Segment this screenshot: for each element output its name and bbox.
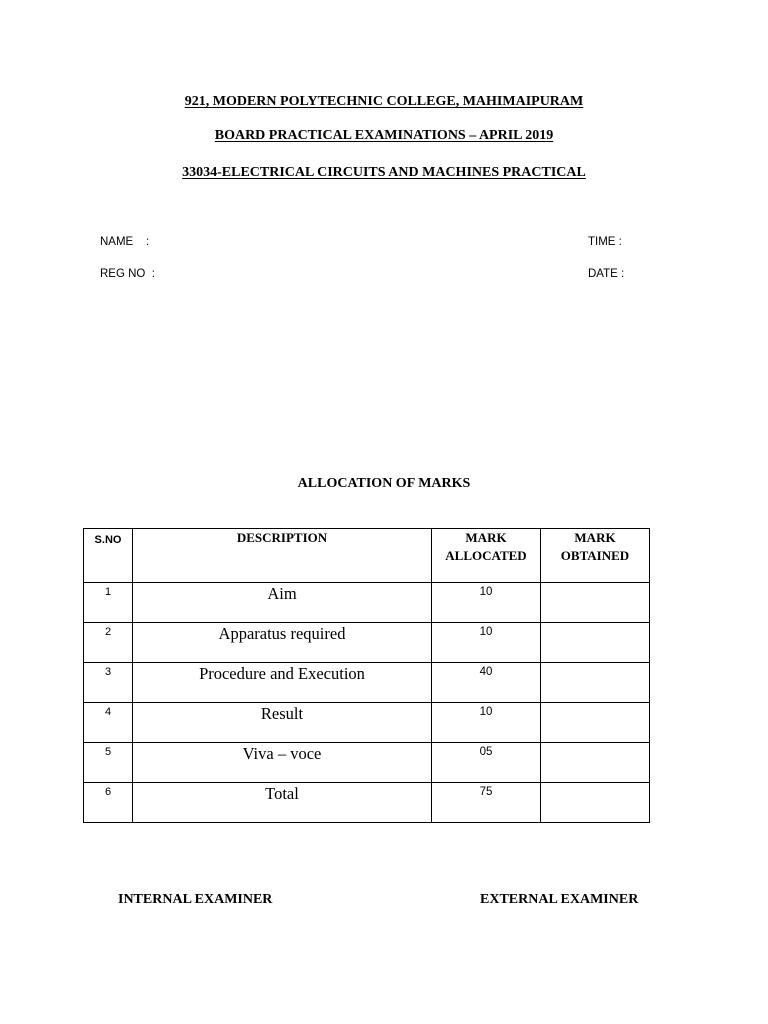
row-sno: 1 (84, 583, 133, 623)
exam-heading: BOARD PRACTICAL EXAMINATIONS – APRIL 2019 (214, 128, 554, 143)
internal-examiner-label: INTERNAL EXAMINER (118, 892, 273, 907)
date-label: DATE : (588, 268, 625, 280)
row-mark-allocated: 10 (432, 703, 541, 743)
row-mark-allocated: 05 (432, 743, 541, 783)
table-row (84, 743, 650, 783)
table-row (84, 703, 650, 743)
table-row (84, 583, 650, 623)
table-row (84, 783, 650, 823)
row-description: Result (133, 703, 432, 743)
header-obtained-line2: OBTAINED (560, 548, 630, 563)
college-heading: 921, MODERN POLYTECHNIC COLLEGE, MAHIMAIPURAM (184, 94, 584, 109)
row-description: Procedure and Execution (133, 663, 432, 703)
table-header-row (84, 529, 650, 583)
header-mark-allocated (432, 529, 541, 583)
row-mark-obtained[interactable] (541, 743, 650, 783)
name-label: NAME : (100, 236, 150, 248)
row-mark-allocated: 10 (432, 623, 541, 663)
row-mark-allocated: 40 (432, 663, 541, 703)
row-mark-obtained[interactable] (541, 663, 650, 703)
reg-no-label: REG NO : (100, 268, 155, 280)
header-mark-obtained (541, 529, 650, 583)
row-description: Aim (133, 583, 432, 623)
header-sno: S.NO (84, 529, 133, 583)
row-sno: 3 (84, 663, 133, 703)
row-mark-obtained[interactable] (541, 703, 650, 743)
row-mark-obtained[interactable] (541, 583, 650, 623)
marks-table (83, 528, 650, 823)
header-description: DESCRIPTION (133, 529, 432, 583)
row-mark-allocated: 75 (432, 783, 541, 823)
subject-heading: 33034-ELECTRICAL CIRCUITS AND MACHINES PRACTICAL (182, 165, 586, 180)
row-sno: 6 (84, 783, 133, 823)
header-allocated-line2: ALLOCATED (445, 548, 527, 563)
header-obtained-line1: MARK (574, 530, 616, 545)
row-mark-obtained[interactable] (541, 623, 650, 663)
row-description: Apparatus required (133, 623, 432, 663)
table-row (84, 663, 650, 703)
row-sno: 2 (84, 623, 133, 663)
row-description: Viva – voce (133, 743, 432, 783)
header-allocated-line1: MARK (465, 530, 507, 545)
row-description: Total (133, 783, 432, 823)
external-examiner-label: EXTERNAL EXAMINER (480, 892, 639, 907)
row-sno: 4 (84, 703, 133, 743)
time-label: TIME : (588, 236, 622, 248)
table-row (84, 623, 650, 663)
row-mark-allocated: 10 (432, 583, 541, 623)
allocation-title: ALLOCATION OF MARKS (297, 476, 471, 491)
row-mark-obtained[interactable] (541, 783, 650, 823)
row-sno: 5 (84, 743, 133, 783)
